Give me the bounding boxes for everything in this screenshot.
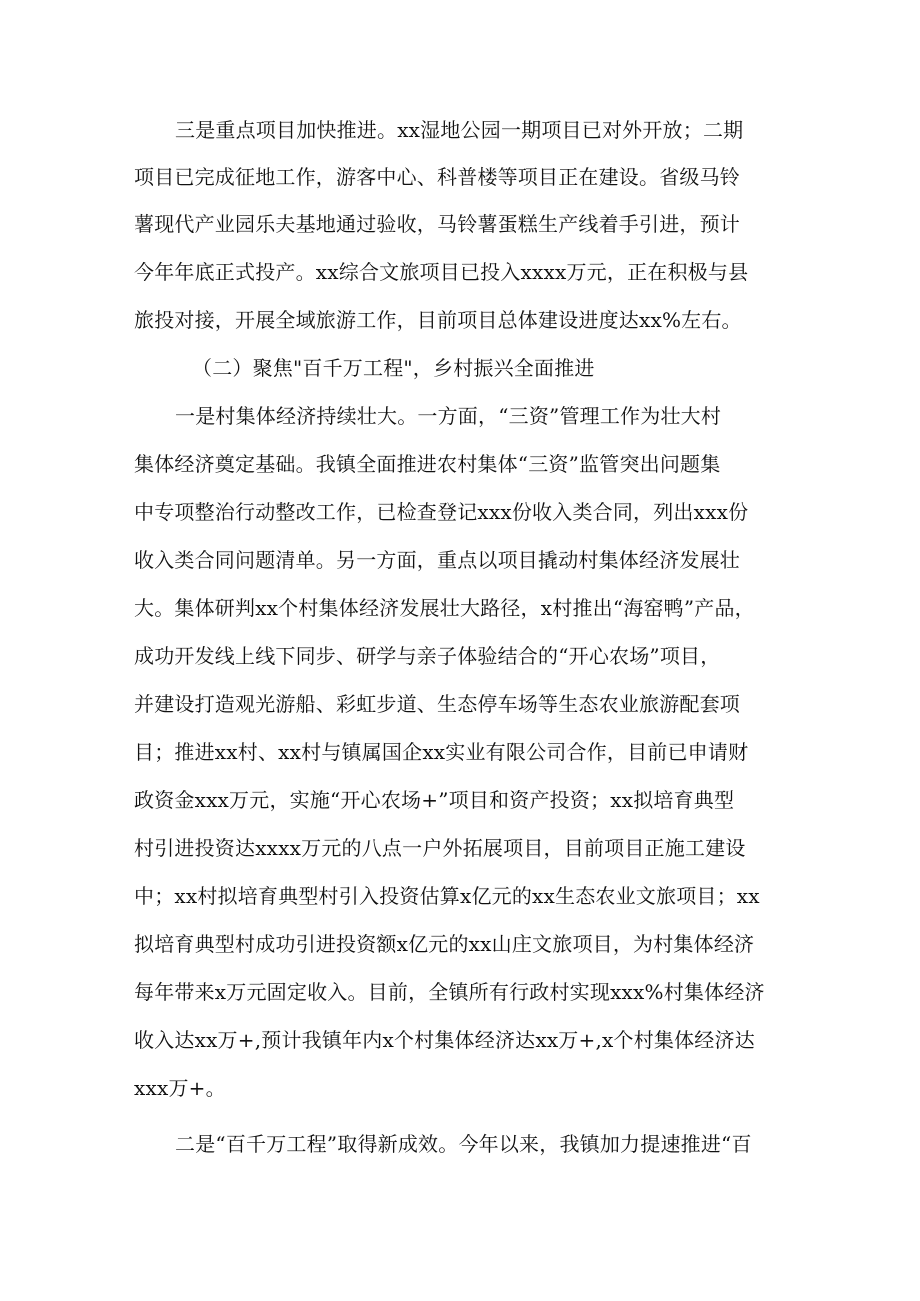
text-line-7: 一是村集体经济持续壮大。一方面，“三资”管理工作为壮大村 bbox=[175, 404, 722, 428]
text-line-10: 收入类合同问题清单。另一方面，重点以项目撬动村集体经济发展壮 bbox=[134, 548, 740, 572]
text-line-19: 每年带来x万元固定收入。目前，全镇所有行政村实现xxx%村集体经济 bbox=[134, 980, 765, 1004]
text-line-8: 集体经济奠定基础。我镇全面推进农村集体“三资”监管突出问题集 bbox=[134, 452, 721, 476]
text-line-21: xxx万+。 bbox=[134, 1076, 226, 1100]
text-line-3: 薯现代产业园乐夫基地通过验收，马铃薯蛋糕生产线着手引进，预计 bbox=[134, 212, 740, 236]
text-line-2: 项目已完成征地工作，游客中心、科普楼等项目正在建设。省级马铃 bbox=[134, 165, 740, 189]
text-line-18: 拟培育典型村成功引进投资额x亿元的xx山庄文旅项目，为村集体经济 bbox=[134, 932, 755, 956]
text-line-12: 成功开发线上线下同步、研学与亲子体验结合的“开心农场”项目， bbox=[134, 644, 721, 668]
text-line-20: 收入达xx万+,预计我镇年内x个村集体经济达xx万+,x个村集体经济达 bbox=[134, 1028, 755, 1052]
text-line-14: 目；推进xx村、xx村与镇属国企xx实业有限公司合作，目前已申请财 bbox=[134, 740, 749, 764]
text-line-4: 今年年底正式投产。xx综合文旅项目已投入xxxx万元，正在积极与县 bbox=[134, 260, 749, 284]
section-heading: （二）聚焦"百千万工程"，乡村振兴全面推进 bbox=[192, 356, 595, 380]
text-line-13: 并建设打造观光游船、彩虹步道、生态停车场等生态农业旅游配套项 bbox=[134, 692, 740, 716]
text-line-17: 中；xx村拟培育典型村引入投资估算x亿元的xx生态农业文旅项目；xx bbox=[134, 884, 760, 908]
text-line-15: 政资金xxx万元，实施“开心农场+”项目和资产投资；xx拟培育典型 bbox=[134, 788, 735, 812]
text-line-1: 三是重点项目加快推进。xx湿地公园一期项目已对外开放；二期 bbox=[175, 118, 744, 142]
text-line-5: 旅投对接，开展全域旅游工作，目前项目总体建设进度达xx%左右。 bbox=[134, 308, 742, 332]
text-line-22: 二是“百千万工程”取得新成效。今年以来，我镇加力提速推进“百 bbox=[175, 1132, 752, 1156]
text-line-9: 中专项整治行动整改工作，已检查登记xxx份收入类合同，列出xxx份 bbox=[134, 500, 749, 524]
text-line-16: 村引进投资达xxxx万元的八点一户外拓展项目，目前项目正施工建设 bbox=[134, 836, 746, 860]
text-line-11: 大。集体研判xx个村集体经济发展壮大路径，x村推出“海窑鸭”产品， bbox=[134, 596, 755, 620]
